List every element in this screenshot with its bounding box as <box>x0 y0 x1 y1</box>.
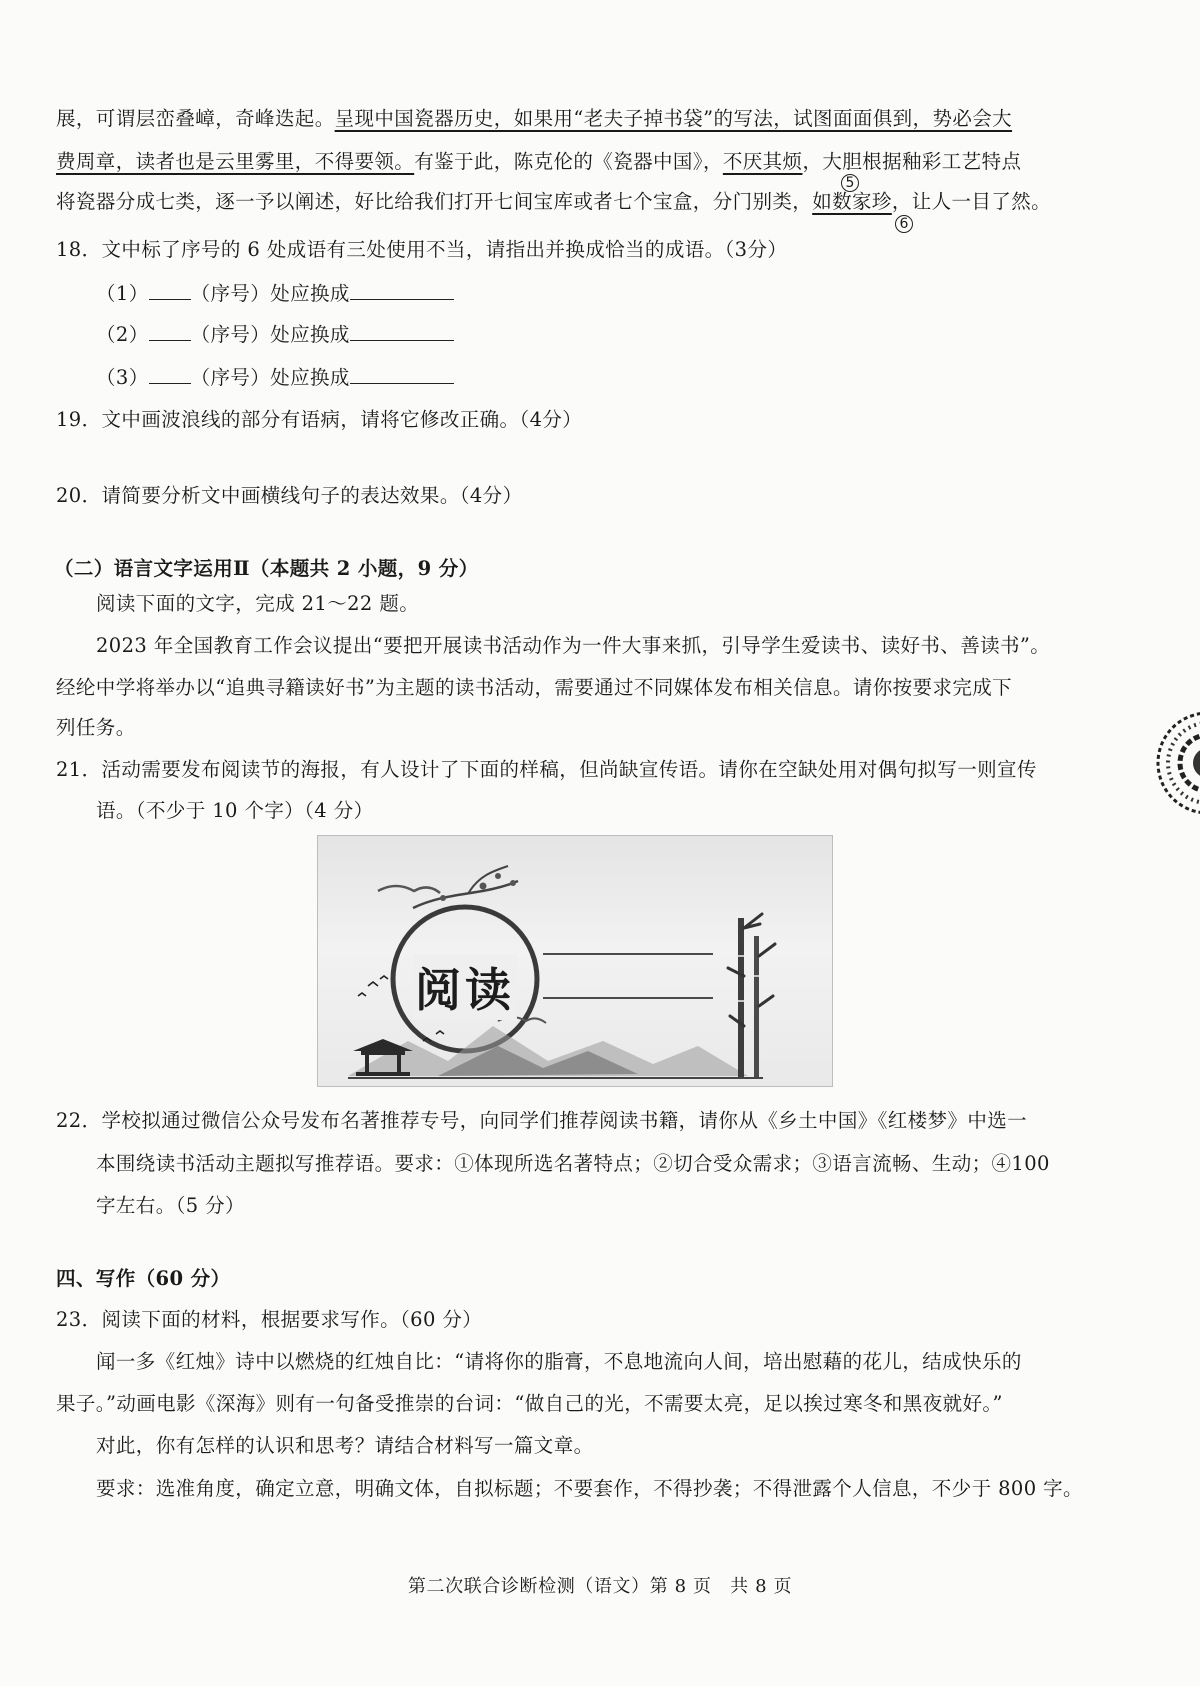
idiom-blank[interactable] <box>350 320 454 341</box>
question-22-line-1: 22．学校拟通过微信公众号发布名著推荐专号，向同学们推荐阅读书籍，请你从《乡土中国》《红楼梦》中选一 <box>56 1109 1028 1132</box>
underlined-sentence: 呈现中国瓷器历史，如果用“老夫子掉书袋”的写法，试图面面俱到，势必会大 <box>334 107 1013 130</box>
section-2-instruction: 阅读下面的文字，完成 21～22 题。 <box>96 592 420 615</box>
qr-code <box>1150 708 1200 818</box>
essay-requirements: 要求：选准角度，确定立意，明确文体，自拟标题；不要套作，不得抄袭；不得泄露个人信息，不少于 800 字。 <box>96 1477 1083 1500</box>
poster-logo-text: 阅读 <box>413 954 517 1020</box>
question-20: 20．请简要分析文中画横线句子的表达效果。（4分） <box>56 484 523 507</box>
circled-number-6: 6 <box>895 215 913 233</box>
question-23: 23．阅读下面的材料，根据要求写作。（60 分） <box>56 1308 483 1331</box>
material-para-1: 2023 年全国教育工作会议提出“要把开展读书活动作为一件大事来抓，引导学生爱读书、读好书、善读书”。 <box>96 634 1051 657</box>
number-blank[interactable] <box>149 279 191 300</box>
idiom-6: 如数家珍 <box>812 190 892 213</box>
number-blank[interactable] <box>149 320 191 341</box>
passage-text: 展，可谓层峦叠嶂，奇峰迭起。 <box>56 107 335 130</box>
row-label: （序号）处应换成 <box>190 282 350 305</box>
row-number: （1） <box>96 282 149 305</box>
passage-text: ，大胆根据釉彩工艺特点 <box>802 150 1022 173</box>
question-21-line-2: 语。（不少于 10 个字）（4 分） <box>96 799 374 822</box>
row-number: （2） <box>96 323 149 346</box>
circled-number-5: 5 <box>841 174 859 192</box>
question-18-stem: 18．文中标了序号的 6 处成语有三处使用不当，请指出并换成恰当的成语。（3分） <box>56 238 788 261</box>
passage-text: ，让人一目了然。 <box>891 190 1052 213</box>
material-para-2: 经纶中学将举办以“追典寻籍读好书”为主题的读书活动，需要通过不同媒体发布相关信息。请你按要求完成下 <box>56 676 1013 699</box>
idiom-blank[interactable] <box>350 363 454 384</box>
question-22-line-3: 字左右。（5 分） <box>96 1194 245 1217</box>
material-para-3: 列任务。 <box>56 716 136 739</box>
reading-festival-poster <box>317 835 833 1087</box>
essay-material-1: 闻一多《红烛》诗中以燃烧的红烛自比：“请将你的脂膏，不息地流向人间，培出慰藉的花儿，结成快乐的 <box>96 1350 1022 1373</box>
passage-text: 有鉴于此，陈克伦的《瓷器中国》， <box>414 150 723 173</box>
passage-line-1 <box>56 105 1140 133</box>
row-label: （序号）处应换成 <box>190 323 350 346</box>
underlined-sentence: 费周章，读者也是云里雾里，不得要领。 <box>56 150 415 173</box>
section-4-title: 四、写作（60 分） <box>56 1267 231 1290</box>
idiom-blank[interactable] <box>350 279 454 300</box>
passage-text: 将瓷器分成七类，逐一予以阐述，好比给我们打开七间宝库或者七个宝盒，分门别类， <box>56 190 813 213</box>
row-label: （序号）处应换成 <box>190 366 350 389</box>
row-number: （3） <box>96 366 149 389</box>
question-21-line-1: 21．活动需要发布阅读节的海报，有人设计了下面的样稿，但尚缺宣传语。请你在空缺处用对偶句拟写一则宣传 <box>56 758 1037 781</box>
essay-prompt: 对此，你有怎样的认识和思考？请结合材料写一篇文章。 <box>96 1434 594 1457</box>
poster-illustration <box>318 836 832 1086</box>
essay-material-2: 果子。”动画电影《深海》则有一句备受推崇的台词：“做自己的光，不需要太亮，足以挨过寒冬和黑夜就好。” <box>56 1392 1003 1415</box>
idiom-5: 不厌其烦 <box>722 150 803 173</box>
answer-row-3 <box>96 363 1140 392</box>
question-19: 19．文中画波浪线的部分有语病，请将它修改正确。（4分） <box>56 408 583 431</box>
passage-line-3 <box>56 188 1140 216</box>
answer-row-1 <box>96 279 1140 308</box>
number-blank[interactable] <box>149 363 191 384</box>
answer-row-2 <box>96 320 1140 349</box>
question-22-line-2: 本围绕读书活动主题拟写推荐语。要求：①体现所选名著特点；②切合受众需求；③语言流畅、生动；④100 <box>96 1152 1050 1175</box>
page-footer: 第二次联合诊断检测（语文）第 8 页 共 8 页 <box>407 1576 793 1597</box>
section-2-title: （二）语言文字运用Ⅱ（本题共 2 小题，9 分） <box>54 557 479 580</box>
passage-line-2 <box>56 148 1140 176</box>
